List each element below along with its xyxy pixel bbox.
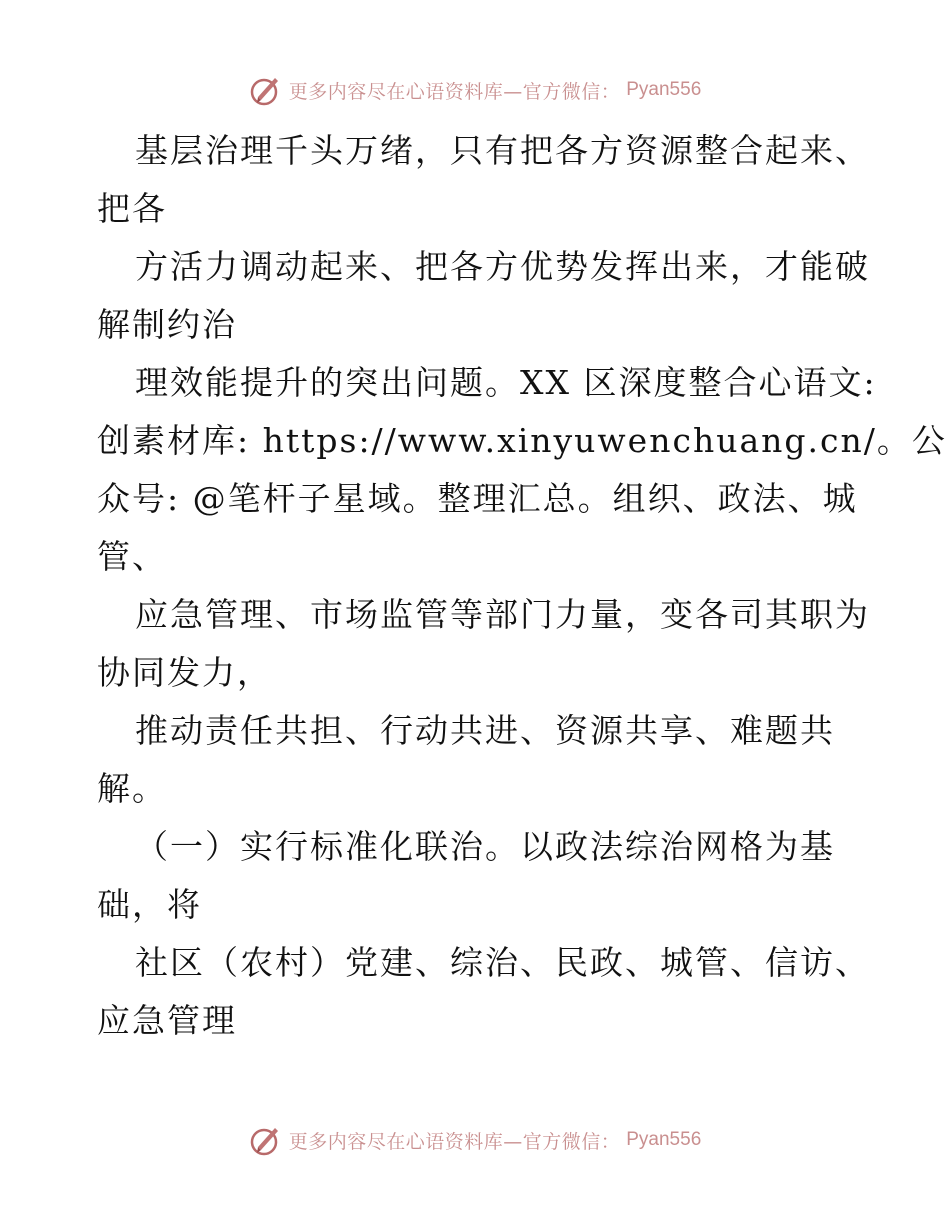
watermark-wechat-id: Pyan556 (626, 1129, 702, 1150)
quill-logo-icon (249, 73, 283, 107)
text-line: 应急管理、市场监管等部门力量，变各司其职为 (135, 595, 870, 634)
header-watermark (0, 70, 950, 110)
text-line: 推动责任共担、行动共进、资源共享、难题共 (135, 711, 835, 750)
watermark-wechat-id: Pyan556 (626, 79, 702, 100)
text-line: 方活力调动起来、把各方优势发挥出来，才能破 (135, 247, 870, 286)
text-line: 理效能提升的突出问题。XX 区深度整合心语文: (135, 363, 877, 402)
text-line: 解制约治 (97, 305, 237, 344)
text-line: 协同发力， (97, 653, 272, 692)
document-body (97, 122, 947, 1050)
quill-logo-icon (249, 1123, 283, 1157)
text-line: （一）实行标准化联治。以政法综治网格为基 (135, 827, 835, 866)
text-line: 把各 (97, 189, 167, 228)
text-line: 社区（农村）党建、综治、民政、城管、信访、 (135, 943, 870, 982)
text-line: 础，将 (97, 885, 202, 924)
text-line: 众号: @笔杆子星域。整理汇总。组织、政法、城 (97, 479, 858, 518)
text-line: 管、 (97, 537, 167, 576)
watermark-text: 更多内容尽在心语资料库—官方微信： (288, 1130, 621, 1153)
text-line: 基层治理千头万绪，只有把各方资源整合起来、 (135, 131, 870, 170)
text-line: 解。 (97, 769, 167, 808)
watermark-text: 更多内容尽在心语资料库—官方微信： (288, 80, 621, 103)
footer-watermark (0, 1120, 950, 1160)
text-line: 创素材库: https://www.xinyuwenchuang.cn/。公 (97, 421, 947, 460)
text-line: 应急管理 (97, 1001, 237, 1040)
